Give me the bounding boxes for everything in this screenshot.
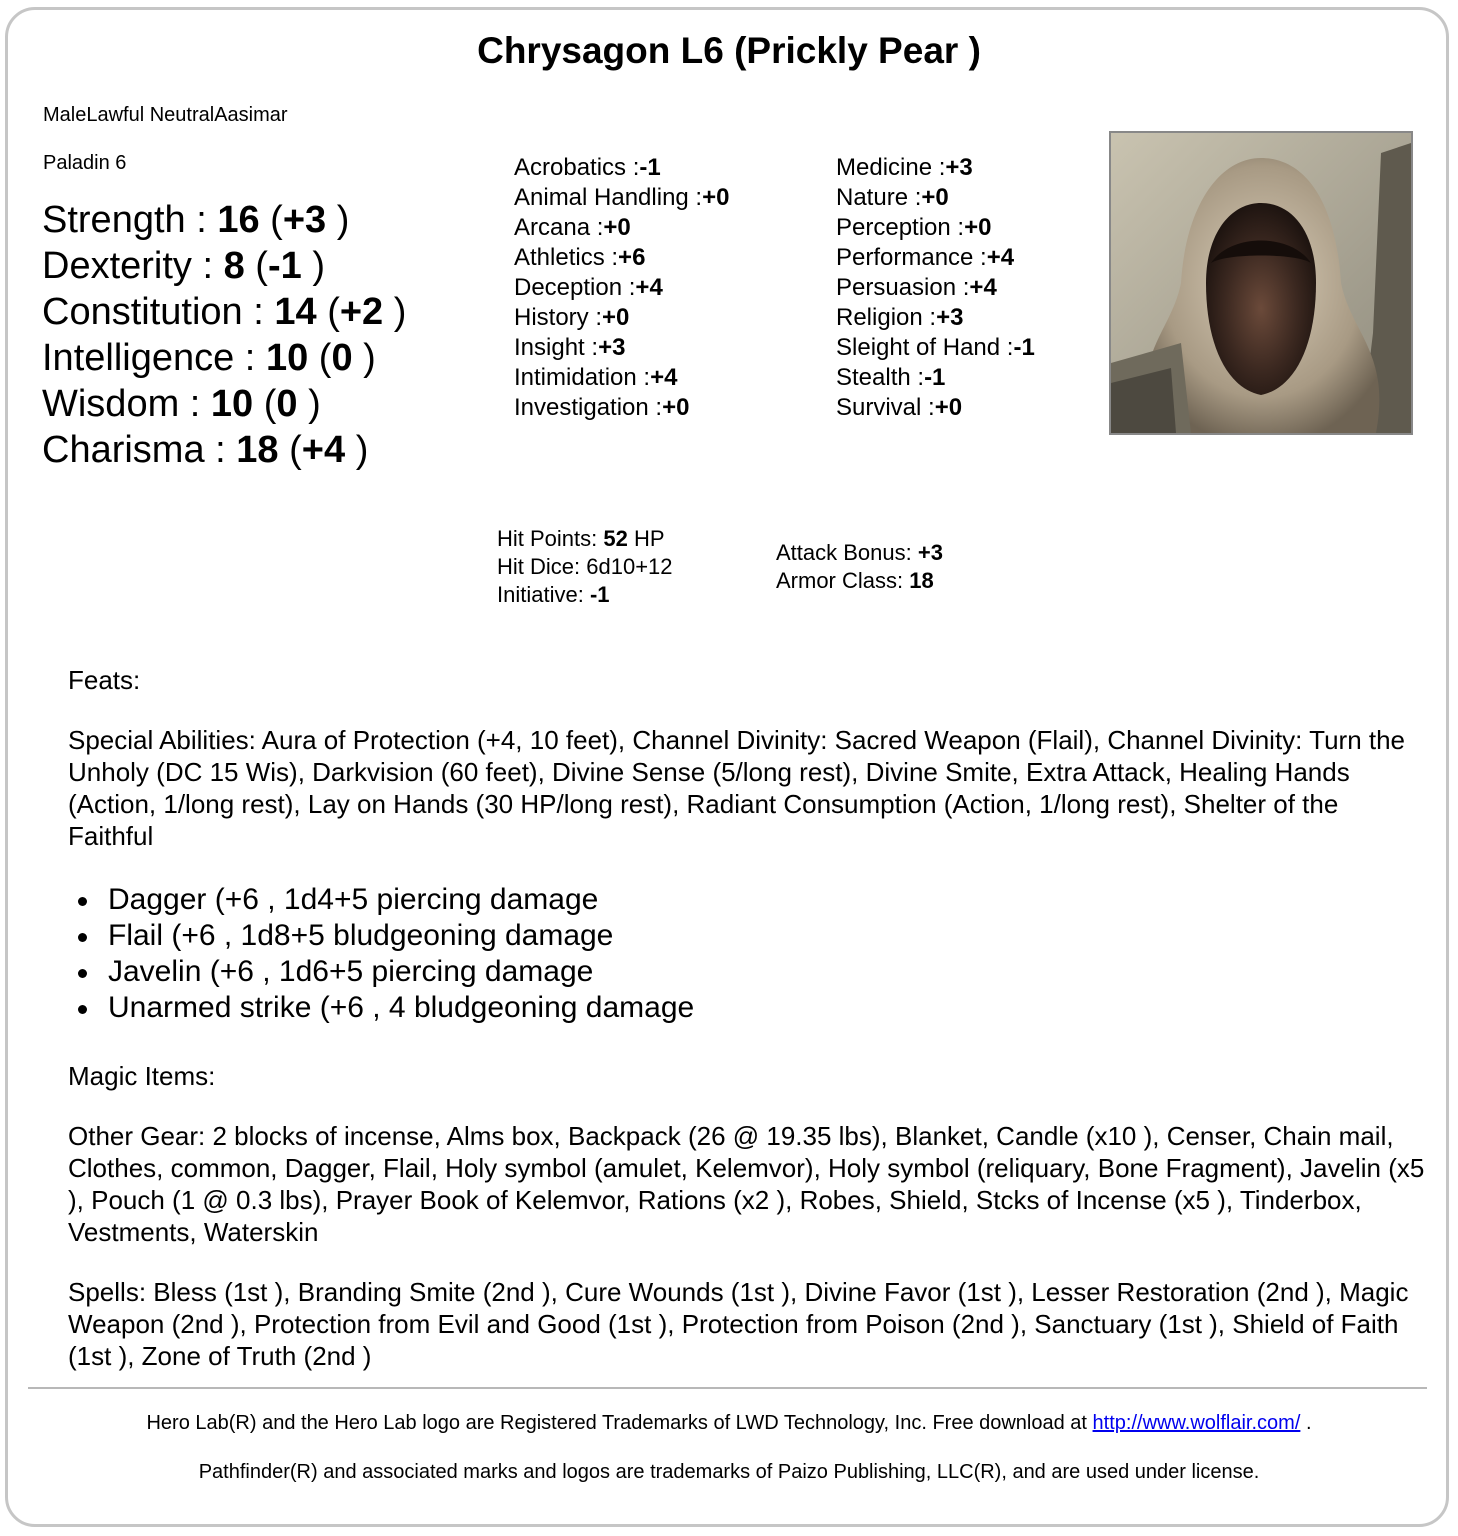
armor-class: Armor Class: 18: [776, 568, 934, 593]
ability-row: Intelligence : 10 (0 ): [42, 337, 376, 379]
list-item: Unarmed strike (+6 , 4 bludgeoning damage: [68, 990, 694, 1026]
skill-row: Animal Handling :+0: [514, 184, 730, 211]
class-level: Paladin 6: [43, 152, 127, 174]
attack-bonus: Attack Bonus: +3: [776, 540, 943, 565]
hit-points: Hit Points: 52 HP: [497, 526, 665, 551]
skill-row: Athletics :+6: [514, 244, 646, 271]
skill-row: Investigation :+0: [514, 394, 690, 421]
initiative: Initiative: -1: [497, 582, 610, 607]
other-gear: Other Gear: 2 blocks of incense, Alms box, Backpack (26 @ 19.35 lbs), Blanket, Candle (x10 ), Censer, Chain mail, Clothes, common, Dagger, Flail, Holy symbol (amulet, Kelemvor), Holy symbol (reliquary, Bone Fragment), Javelin (x5 ), Pouch (1 @ 0.3 lbs), Prayer Book of Kelemvor, Rations (x2 ), Robes, Shield, Stcks of Incense (x5 ), Tinderbox, Vestments, Waterskin: [68, 1121, 1425, 1247]
ability-row: Constitution : 14 (+2 ): [42, 291, 407, 333]
wolflair-link[interactable]: http://www.wolflair.com/: [1092, 1412, 1301, 1434]
identity-line: MaleLawful NeutralAasimar: [43, 104, 288, 126]
skill-row: Medicine :+3: [836, 154, 973, 181]
special-abilities: Special Abilities: Aura of Protection (+4, 10 feet), Channel Divinity: Sacred Weapon (Flail), Channel Divinity: Turn the Unholy (DC 15 Wis), Darkvision (60 feet), Divine Sense (5/long rest), Divine Smite, Extra Attack, Healing Hands (Action, 1/long rest), Lay on Hands (30 HP/long rest), Radiant Consumption (Action, 1/long rest), Shelter of the Faithful: [68, 725, 1406, 851]
skill-row: Acrobatics :-1: [514, 154, 661, 181]
character-portrait: [1109, 131, 1413, 435]
skill-row: Survival :+0: [836, 394, 963, 421]
combat-stats-left: [497, 525, 673, 609]
combat-stats-right: [776, 539, 943, 595]
list-item: Dagger (+6 , 1d4+5 piercing damage: [68, 882, 694, 918]
feats: Feats:: [68, 665, 141, 695]
ability-row: Wisdom : 10 (0 ): [42, 383, 321, 425]
skill-row: Stealth :-1: [836, 364, 946, 391]
attack-list: [68, 882, 694, 1026]
skill-row: Insight :+3: [514, 334, 626, 361]
ability-scores: [42, 197, 406, 473]
list-item: Flail (+6 , 1d8+5 bludgeoning damage: [68, 918, 694, 954]
skills-column-1: [514, 153, 729, 423]
footer-trademark: Hero Lab(R) and the Hero Lab logo are Registered Trademarks of LWD Technology, Inc. Free download at http://www.wolflair.com/ .: [146, 1412, 1312, 1434]
skill-row: Arcana :+0: [514, 214, 631, 241]
skill-row: Persuasion :+4: [836, 274, 997, 301]
skill-row: Performance :+4: [836, 244, 1015, 271]
list-item: Javelin (+6 , 1d6+5 piercing damage: [68, 954, 694, 990]
skill-row: Perception :+0: [836, 214, 992, 241]
magic-items: Magic Items:: [68, 1061, 216, 1091]
page-title: Chrysagon L6 (Prickly Pear ): [477, 30, 981, 71]
ability-row: Charisma : 18 (+4 ): [42, 429, 369, 471]
skill-row: History :+0: [514, 304, 630, 331]
footer-license: Pathfinder(R) and associated marks and logos are trademarks of Paizo Publishing, LLC(R), and are used under license.: [198, 1461, 1260, 1483]
skill-row: Religion :+3: [836, 304, 964, 331]
divider: [28, 1387, 1427, 1389]
ability-row: Dexterity : 8 (-1 ): [42, 245, 325, 287]
skill-row: Nature :+0: [836, 184, 949, 211]
skill-row: Deception :+4: [514, 274, 663, 301]
spells: Spells: Bless (1st ), Branding Smite (2nd ), Cure Wounds (1st ), Divine Favor (1st ), Lesser Restoration (2nd ), Magic Weapon (2nd ), Protection from Evil and Good (1st ), Protection from Poison (2nd ), Sanctuary (1st ), Shield of Faith (1st ), Zone of Truth (2nd ): [68, 1277, 1409, 1371]
skill-row: Sleight of Hand :-1: [836, 334, 1035, 361]
ability-row: Strength : 16 (+3 ): [42, 199, 350, 241]
skills-column-2: [836, 153, 1035, 423]
hit-dice: Hit Dice: 6d10+12: [497, 554, 673, 579]
skill-row: Intimidation :+4: [514, 364, 678, 391]
